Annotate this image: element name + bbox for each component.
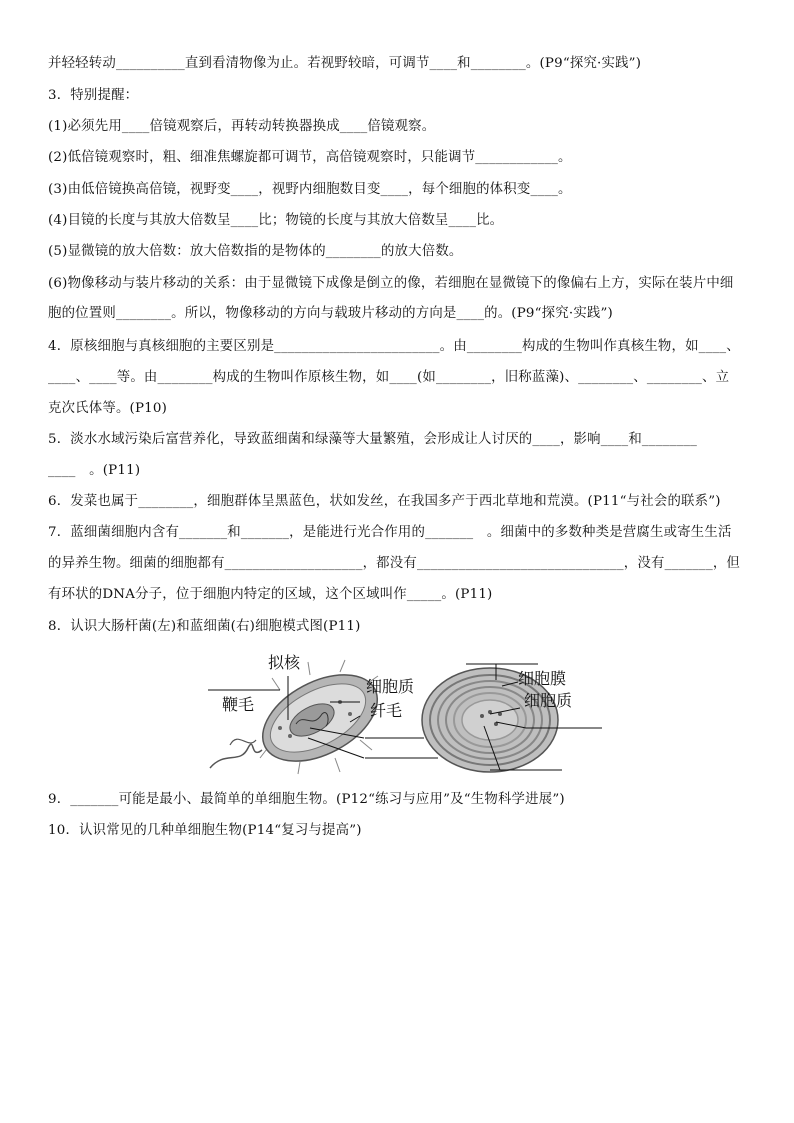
text-line-18: 有环状的DNA分子，位于细胞内特定的区域，这个区域叫作_____。(P11): [48, 587, 493, 602]
text-line-6: (4)目镜的长度与其放大倍数呈____比；物镜的长度与其放大倍数呈____比。: [48, 213, 504, 228]
text-line-16: 7．蓝细菌细胞内含有_______和_______，是能进行光合作用的_______ 。细菌中的多数种类是营腐生或寄生生活: [48, 525, 732, 540]
label-flagellum: 鞭毛: [222, 695, 255, 714]
text-line-7: (5)显微镜的放大倍数：放大倍数指的是物体的________的放大倍数。: [48, 244, 463, 259]
text-line-11: ____、____等。由________构成的生物叫作原核生物，如____(如________，旧称蓝藻)、________、________、立: [48, 370, 730, 385]
text-line-4: (2)低倍镜观察时，粗、细准焦螺旋都可调节，高倍镜观察时，只能调节____________。: [48, 150, 572, 165]
text-line-13: 5．淡水水域污染后富营养化，导致蓝细菌和绿藻等大量繁殖，会形成让人讨厌的____，影响____和________: [48, 432, 698, 447]
text-line-2: 3．特别提醒：: [48, 88, 139, 103]
label-cytoplasm-right: 细胞质: [524, 691, 573, 710]
text-line-3: (1)必须先用____倍镜观察后，再转动转换器换成____倍镜观察。: [48, 119, 436, 134]
label-pili: 纤毛: [370, 701, 403, 720]
text-line-21: 10．认识常见的几种单细胞生物(P14“复习与提高”): [48, 823, 362, 838]
text-line-15: 6．发菜也属于________，细胞群体呈黑蓝色，状如发丝，在我国多产于西北草地和荒漠。(P11“与社会的联系”): [48, 494, 721, 509]
ecoli-illustration: [210, 657, 392, 779]
text-line-8: (6)物像移动与装片移动的关系：由于显微镜下成像是倒立的像，若细胞在显微镜下的像偏右上方，实际在装片中细: [48, 276, 734, 291]
bacteria-diagram: [200, 650, 620, 780]
text-line-12: 克次氏体等。(P10): [48, 401, 168, 416]
text-line-10: 4．原核细胞与真核细胞的主要区别是________________________。由________构成的生物叫作真核生物，如____、: [48, 339, 740, 354]
label-nucleoid: 拟核: [268, 653, 301, 672]
label-cell-membrane: 细胞膜: [518, 669, 567, 688]
label-cytoplasm-left: 细胞质: [366, 677, 415, 696]
text-line-19: 8．认识大肠杆菌(左)和蓝细菌(右)细胞模式图(P11): [48, 619, 361, 634]
text-line-9: 胞的位置则________。所以，物像移动的方向与载玻片移动的方向是____的。(P9“探究·实践”): [48, 306, 613, 321]
text-line-5: (3)由低倍镜换高倍镜，视野变____，视野内细胞数目变____，每个细胞的体积变____。: [48, 182, 572, 197]
text-line-1: 并轻轻转动__________直到看清物像为止。若视野较暗，可调节____和________。(P9“探究·实践”): [48, 56, 642, 71]
text-line-14: ____ 。(P11): [48, 463, 141, 478]
text-line-17: 的异养生物。细菌的细胞都有____________________，都没有______________________________，没有_______，但: [48, 556, 741, 571]
text-line-20: 9．_______可能是最小、最简单的单细胞生物。(P12“练习与应用”及“生物科学进展”): [48, 792, 565, 807]
